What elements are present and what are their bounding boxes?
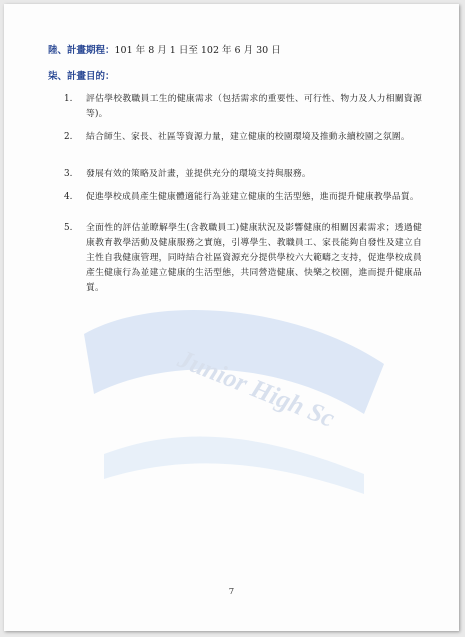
- objective-item-5: [64, 221, 422, 296]
- schedule-line: [48, 42, 281, 56]
- schedule-heading: 陸、計畫期程：: [48, 45, 115, 56]
- objective-number: 3.: [64, 169, 73, 179]
- purpose-heading: 柒、計畫目的：: [48, 71, 115, 82]
- objective-number: 5.: [64, 223, 73, 233]
- schedule-period: 101 年 8 月 1 日至 102 年 6 月 30 日: [114, 45, 281, 56]
- objective-text: 促進學校成員產生健康體適能行為並建立健康的生活型態，進而提升健康教學品質。: [86, 192, 419, 202]
- watermark-blue-band: [84, 310, 384, 414]
- purpose-line: [48, 68, 115, 82]
- page-number: 7: [228, 587, 235, 597]
- objective-item-1: [64, 92, 422, 122]
- objective-text: 全面性的評估並瞭解學生(含教職員工)健康狀況及影響健康的相關因素需求；透過健康教育教學活動及健康服務之實施，引導學生、教職員工、家長能夠自發性及建立自主性自我健康管理，同時結合社區資源充分提供學校六大範疇之支持，促進學校成員產生健康行為並建立健康的生活型態，共同營造健康、快樂之校園，進而提升健康品質。: [86, 223, 422, 293]
- school-logo-watermark: [64, 294, 394, 504]
- objective-item-3: [64, 167, 422, 182]
- objective-text: 評估學校教職員工生的健康需求（包括需求的重要性、可行性、物力及人力相關資源等)。: [86, 94, 422, 119]
- watermark-text: Junior High Sc: [173, 343, 339, 434]
- objective-number: 1.: [64, 94, 73, 104]
- document-page: [4, 4, 459, 631]
- objective-text: 結合師生、家長、社區等資源力量，建立健康的校園環境及推動永續校園之氛圍。: [86, 132, 410, 142]
- watermark-wave: [104, 437, 364, 494]
- objective-number: 4.: [64, 192, 73, 202]
- objective-number: 2.: [64, 132, 73, 142]
- objective-item-2: [64, 130, 422, 145]
- objective-item-4: [64, 190, 422, 205]
- objective-text: 發展有效的策略及計畫，並提供充分的環境支持與服務。: [86, 169, 311, 179]
